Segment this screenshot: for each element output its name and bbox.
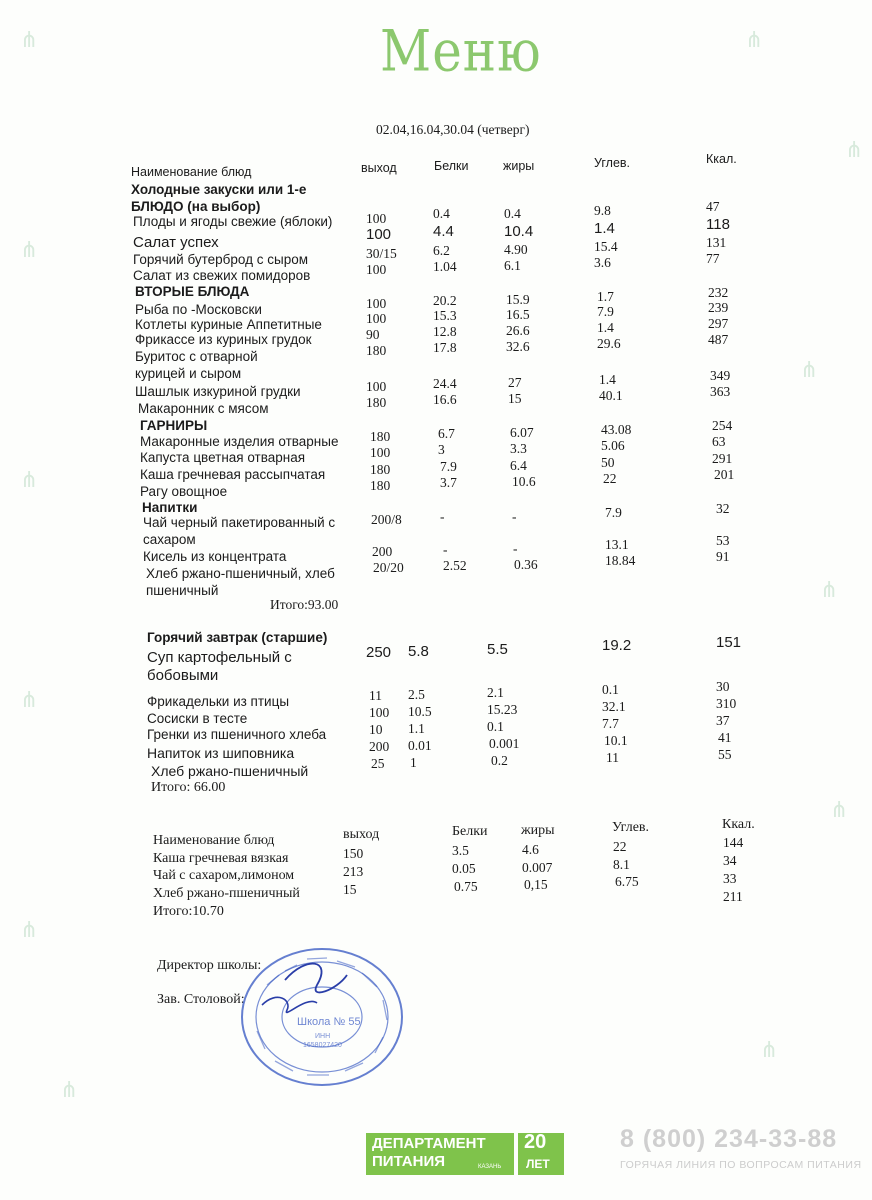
dish-name: Салат успех	[133, 234, 219, 251]
canteen-label: Зав. Столовой:	[157, 992, 245, 1007]
dish-kcal: 41	[718, 730, 732, 745]
dish-output: 180	[370, 462, 391, 477]
dish-kcal: 254	[712, 418, 733, 433]
dish-fat: 10.4	[504, 223, 534, 240]
dish-output: 200/8	[371, 512, 402, 527]
dish-protein: 24.4	[433, 376, 457, 391]
header-fat: жиры	[521, 823, 555, 838]
dish-carbs: 22	[613, 839, 627, 854]
dish-protein: 2.5	[408, 687, 425, 702]
dish-carbs: 43.08	[601, 422, 632, 437]
dish-output: 100	[366, 211, 387, 226]
dish-protein: -	[440, 509, 445, 524]
logo-line1: ДЕПАРТАМЕНТ	[372, 1135, 486, 1152]
dish-name: Буритос с отварной	[135, 349, 258, 364]
dish-carbs: 8.1	[613, 857, 630, 872]
dish-name: Хлеб ржано-пшеничный, хлеб	[146, 566, 335, 581]
dish-protein: 10.5	[408, 704, 432, 719]
svg-text:ИНН: ИНН	[315, 1033, 331, 1040]
logo-line2: ПИТАНИЯ	[372, 1153, 446, 1170]
dish-name: Хлеб ржано-пшеничный	[153, 886, 300, 901]
dish-protein: 16.6	[433, 392, 457, 407]
dish-kcal: 33	[723, 871, 737, 886]
dish-name: Сосиски в тесте	[147, 711, 248, 726]
dish-kcal: 55	[718, 747, 732, 762]
dish-fat: -	[512, 509, 517, 524]
dish-fat: 3.3	[510, 441, 527, 456]
dish-protein: 7.9	[440, 459, 457, 474]
dish-kcal: 144	[723, 835, 744, 850]
svg-text:Школа № 55: Школа № 55	[297, 1016, 361, 1028]
dish-protein: 2.52	[443, 558, 467, 573]
header-output: выход	[361, 161, 397, 175]
section-second-courses: ВТОРЫЕ БЛЮДА	[135, 284, 250, 299]
dish-protein: 17.8	[433, 340, 457, 355]
dish-kcal: 232	[708, 285, 729, 300]
dish-protein: 15.3	[433, 308, 457, 323]
dish-kcal: 297	[708, 316, 729, 331]
dish-fat: 4.90	[504, 242, 528, 257]
dish-fat: 27	[508, 375, 522, 390]
dish-protein: 3	[438, 442, 445, 457]
background-sprout-icon: ⋔	[20, 238, 39, 263]
dish-name: Рыба по -Московски	[135, 302, 262, 317]
dish-fat: 5.5	[487, 641, 508, 658]
header-fat: жиры	[503, 159, 535, 173]
breakfast-heading: Горячий завтрак (старшие)	[147, 630, 328, 645]
dish-kcal: 53	[716, 533, 730, 548]
dish-protein: 0.4	[433, 206, 450, 221]
dish-name: Фрикадельки из птицы	[147, 694, 290, 709]
dish-protein: 5.8	[408, 643, 429, 660]
dish-protein: 4.4	[433, 223, 454, 240]
department-logo	[366, 1133, 564, 1175]
breakfast-total: Итого: 66.00	[151, 780, 226, 795]
dish-fat: 32.6	[506, 339, 530, 354]
dish-name: сахаром	[143, 532, 196, 547]
dish-name: Чай с сахаром,лимоном	[153, 868, 295, 883]
dish-output: 200	[372, 544, 393, 559]
dish-name: Фрикассе из куриных грудок	[135, 332, 312, 347]
background-sprout-icon: ⋔	[845, 138, 864, 163]
dish-name: Кисель из концентрата	[143, 549, 287, 564]
dish-carbs: 40.1	[599, 388, 623, 403]
header-name: Наименование блюд	[153, 833, 275, 848]
header-protein: Белки	[434, 159, 469, 173]
dish-output: 180	[370, 478, 391, 493]
dish-kcal: 30	[716, 679, 730, 694]
dish-output: 15	[343, 882, 357, 897]
dish-fat: 4.6	[522, 842, 539, 857]
dish-carbs: 0.1	[602, 682, 619, 697]
logo-years-number: 20	[524, 1131, 547, 1153]
dish-name: Котлеты куриные Аппетитные	[135, 317, 322, 332]
hotline-caption: ГОРЯЧАЯ ЛИНИЯ ПО ВОПРОСАМ ПИТАНИЯ	[620, 1159, 862, 1171]
header-kcal: Ккал.	[722, 817, 755, 832]
dish-output: 250	[366, 644, 392, 661]
dish-fat: 2.1	[487, 685, 504, 700]
dish-name: Плоды и ягоды свежие (яблоки)	[133, 214, 333, 229]
dish-carbs: 7.7	[602, 716, 619, 731]
dish-fat: 15	[508, 391, 522, 406]
dish-fat: 10.6	[512, 474, 536, 489]
dish-fat: 0.4	[504, 206, 521, 221]
dish-kcal: 47	[706, 199, 720, 214]
dish-fat: 6.4	[510, 458, 527, 473]
school-seal-stamp	[237, 945, 407, 1090]
dish-kcal: 239	[708, 300, 729, 315]
dish-carbs: 1.4	[594, 220, 615, 237]
dish-carbs: 19.2	[602, 637, 632, 654]
dish-kcal: 34	[723, 853, 737, 868]
dish-name: Шашлык изкуриной грудки	[135, 384, 301, 399]
background-sprout-icon: ⋔	[20, 468, 39, 493]
header-carbs: Углев.	[594, 156, 631, 170]
dish-name: Хлеб ржано-пшеничный	[151, 763, 309, 779]
dish-kcal: 131	[706, 235, 727, 250]
date-line: 02.04,16.04,30.04 (четверг)	[376, 122, 530, 137]
dish-name: Макаронник с мясом	[138, 401, 269, 416]
dish-output: 180	[366, 343, 387, 358]
dish-output: 30/15	[366, 246, 397, 261]
section-drinks: Напитки	[142, 500, 198, 515]
logo-years-word: ЛЕТ	[526, 1157, 550, 1171]
dish-carbs: 3.6	[594, 255, 611, 270]
dish-protein: 1.04	[433, 259, 457, 274]
dish-carbs: 15.4	[594, 239, 618, 254]
background-sprout-icon: ⋔	[20, 28, 39, 53]
header-output: выход	[343, 827, 380, 842]
dish-output: 100	[366, 311, 387, 326]
dish-kcal: 77	[706, 251, 720, 266]
dish-name: бобовыми	[147, 667, 219, 684]
dish-carbs: 5.06	[601, 438, 625, 453]
dish-kcal: 487	[708, 332, 729, 347]
dish-carbs: 22	[603, 471, 617, 486]
dish-kcal: 310	[716, 696, 737, 711]
dish-output: 10	[369, 722, 383, 737]
dish-carbs: 13.1	[605, 537, 629, 552]
dish-output: 100	[366, 296, 387, 311]
dish-carbs: 7.9	[597, 304, 614, 319]
dish-output: 150	[343, 846, 364, 861]
dish-name: Макаронные изделия отварные	[140, 434, 339, 449]
background-sprout-icon: ⋔	[745, 28, 764, 53]
dish-carbs: 1.4	[599, 372, 616, 387]
dish-name: курицей и сыром	[135, 366, 242, 381]
dish-name: Рагу овощное	[140, 484, 228, 499]
dish-protein: -	[443, 542, 448, 557]
dish-protein: 0.01	[408, 738, 432, 753]
dish-carbs: 50	[601, 455, 615, 470]
dish-name: Салат из свежих помидоров	[133, 268, 311, 283]
dish-kcal: 37	[716, 713, 730, 728]
dish-name: Гренки из пшеничного хлеба	[147, 727, 327, 742]
dish-fat: -	[513, 541, 518, 556]
header-protein: Белки	[452, 824, 488, 839]
svg-text:1658027420: 1658027420	[303, 1042, 342, 1049]
dish-kcal: 363	[710, 384, 731, 399]
dish-protein: 0.05	[452, 861, 476, 876]
dish-protein: 6.2	[433, 243, 450, 258]
dish-fat: 0.001	[489, 736, 520, 751]
background-sprout-icon: ⋔	[800, 358, 819, 383]
dish-kcal: 349	[710, 368, 731, 383]
dish-output: 25	[371, 756, 385, 771]
dish-fat: 0.007	[522, 860, 553, 875]
background-sprout-icon: ⋔	[20, 688, 39, 713]
section-cold-line2: БЛЮДО (на выбор)	[131, 199, 261, 214]
dish-protein: 1	[410, 755, 417, 770]
dish-fat: 15.9	[506, 292, 530, 307]
dish-protein: 0.75	[454, 879, 478, 894]
dish-kcal: 291	[712, 451, 733, 466]
section-cold-line1: Холодные закуски или 1-е	[131, 182, 307, 197]
background-sprout-icon: ⋔	[20, 918, 39, 943]
dish-output: 100	[366, 379, 387, 394]
dish-output: 90	[366, 327, 380, 342]
dish-fat: 0,15	[524, 877, 548, 892]
dish-carbs: 1.4	[597, 320, 614, 335]
background-sprout-icon: ⋔	[60, 1078, 79, 1103]
dish-fat: 15.23	[487, 702, 518, 717]
dish-fat: 0.1	[487, 719, 504, 734]
dish-carbs: 1.7	[597, 289, 614, 304]
background-sprout-icon: ⋔	[820, 578, 839, 603]
director-label: Директор школы:	[157, 958, 262, 973]
dish-output: 20/20	[373, 560, 404, 575]
page-title: Меню	[380, 17, 542, 85]
dish-protein: 12.8	[433, 324, 457, 339]
dish-fat: 26.6	[506, 323, 530, 338]
dish-protein: 3.5	[452, 843, 469, 858]
dish-output: 100	[366, 226, 392, 243]
header-kcal: Ккал.	[706, 152, 737, 166]
dish-output: 213	[343, 864, 364, 879]
dish-output: 180	[370, 429, 391, 444]
dish-name: Суп картофельный с	[147, 649, 292, 666]
header-name: Наименование блюд	[131, 165, 252, 179]
dish-carbs: 7.9	[605, 505, 622, 520]
dish-fat: 0.2	[491, 753, 508, 768]
dish-fat: 6.07	[510, 425, 534, 440]
dish-name: пшеничный	[146, 583, 219, 598]
dish-output: 180	[366, 395, 387, 410]
dish-protein: 1.1	[408, 721, 425, 736]
dish-name: Каша гречневая рассыпчатая	[140, 467, 326, 482]
dish-kcal: 151	[716, 634, 742, 651]
dish-output: 100	[370, 445, 391, 460]
dish-name: Каша гречневая вязкая	[153, 851, 289, 866]
dish-carbs: 32.1	[602, 699, 626, 714]
dish-protein: 3.7	[440, 475, 457, 490]
dish-kcal: 32	[716, 501, 730, 516]
section-garnish: ГАРНИРЫ	[140, 418, 208, 433]
dish-output: 11	[369, 688, 382, 703]
dish-carbs: 10.1	[604, 733, 628, 748]
kcal-extra: 211	[723, 889, 743, 904]
dish-name: Капуста цветная отварная	[140, 450, 306, 465]
dish-kcal: 201	[714, 467, 735, 482]
third-total: Итого:10.70	[153, 904, 224, 919]
dish-carbs: 11	[606, 750, 619, 765]
logo-city: КАЗАНЬ	[478, 1164, 502, 1170]
dish-fat: 6.1	[504, 258, 521, 273]
dish-fat: 16.5	[506, 307, 530, 322]
dish-name: Чай черный пакетированный с	[143, 515, 336, 530]
dish-carbs: 9.8	[594, 203, 611, 218]
background-sprout-icon: ⋔	[830, 798, 849, 823]
dish-fat: 0.36	[514, 557, 538, 572]
dish-kcal: 63	[712, 434, 726, 449]
dish-carbs: 6.75	[615, 874, 639, 889]
dish-output: 100	[369, 705, 390, 720]
dish-name: Горячий бутерброд с сыром	[133, 252, 309, 267]
dish-kcal: 118	[706, 216, 730, 233]
dish-carbs: 18.84	[605, 553, 636, 568]
dish-output: 100	[366, 262, 387, 277]
background-sprout-icon: ⋔	[760, 1038, 779, 1063]
dish-output: 200	[369, 739, 390, 754]
dish-carbs: 29.6	[597, 336, 621, 351]
lunch-total: Итого:93.00	[270, 597, 339, 612]
header-carbs: Углев.	[612, 820, 650, 835]
dish-protein: 20.2	[433, 293, 457, 308]
dish-protein: 6.7	[438, 426, 455, 441]
hotline-phone[interactable]: 8 (800) 234-33-88	[620, 1125, 838, 1153]
dish-kcal: 91	[716, 549, 730, 564]
dish-name: Напиток из шиповника	[147, 745, 295, 761]
